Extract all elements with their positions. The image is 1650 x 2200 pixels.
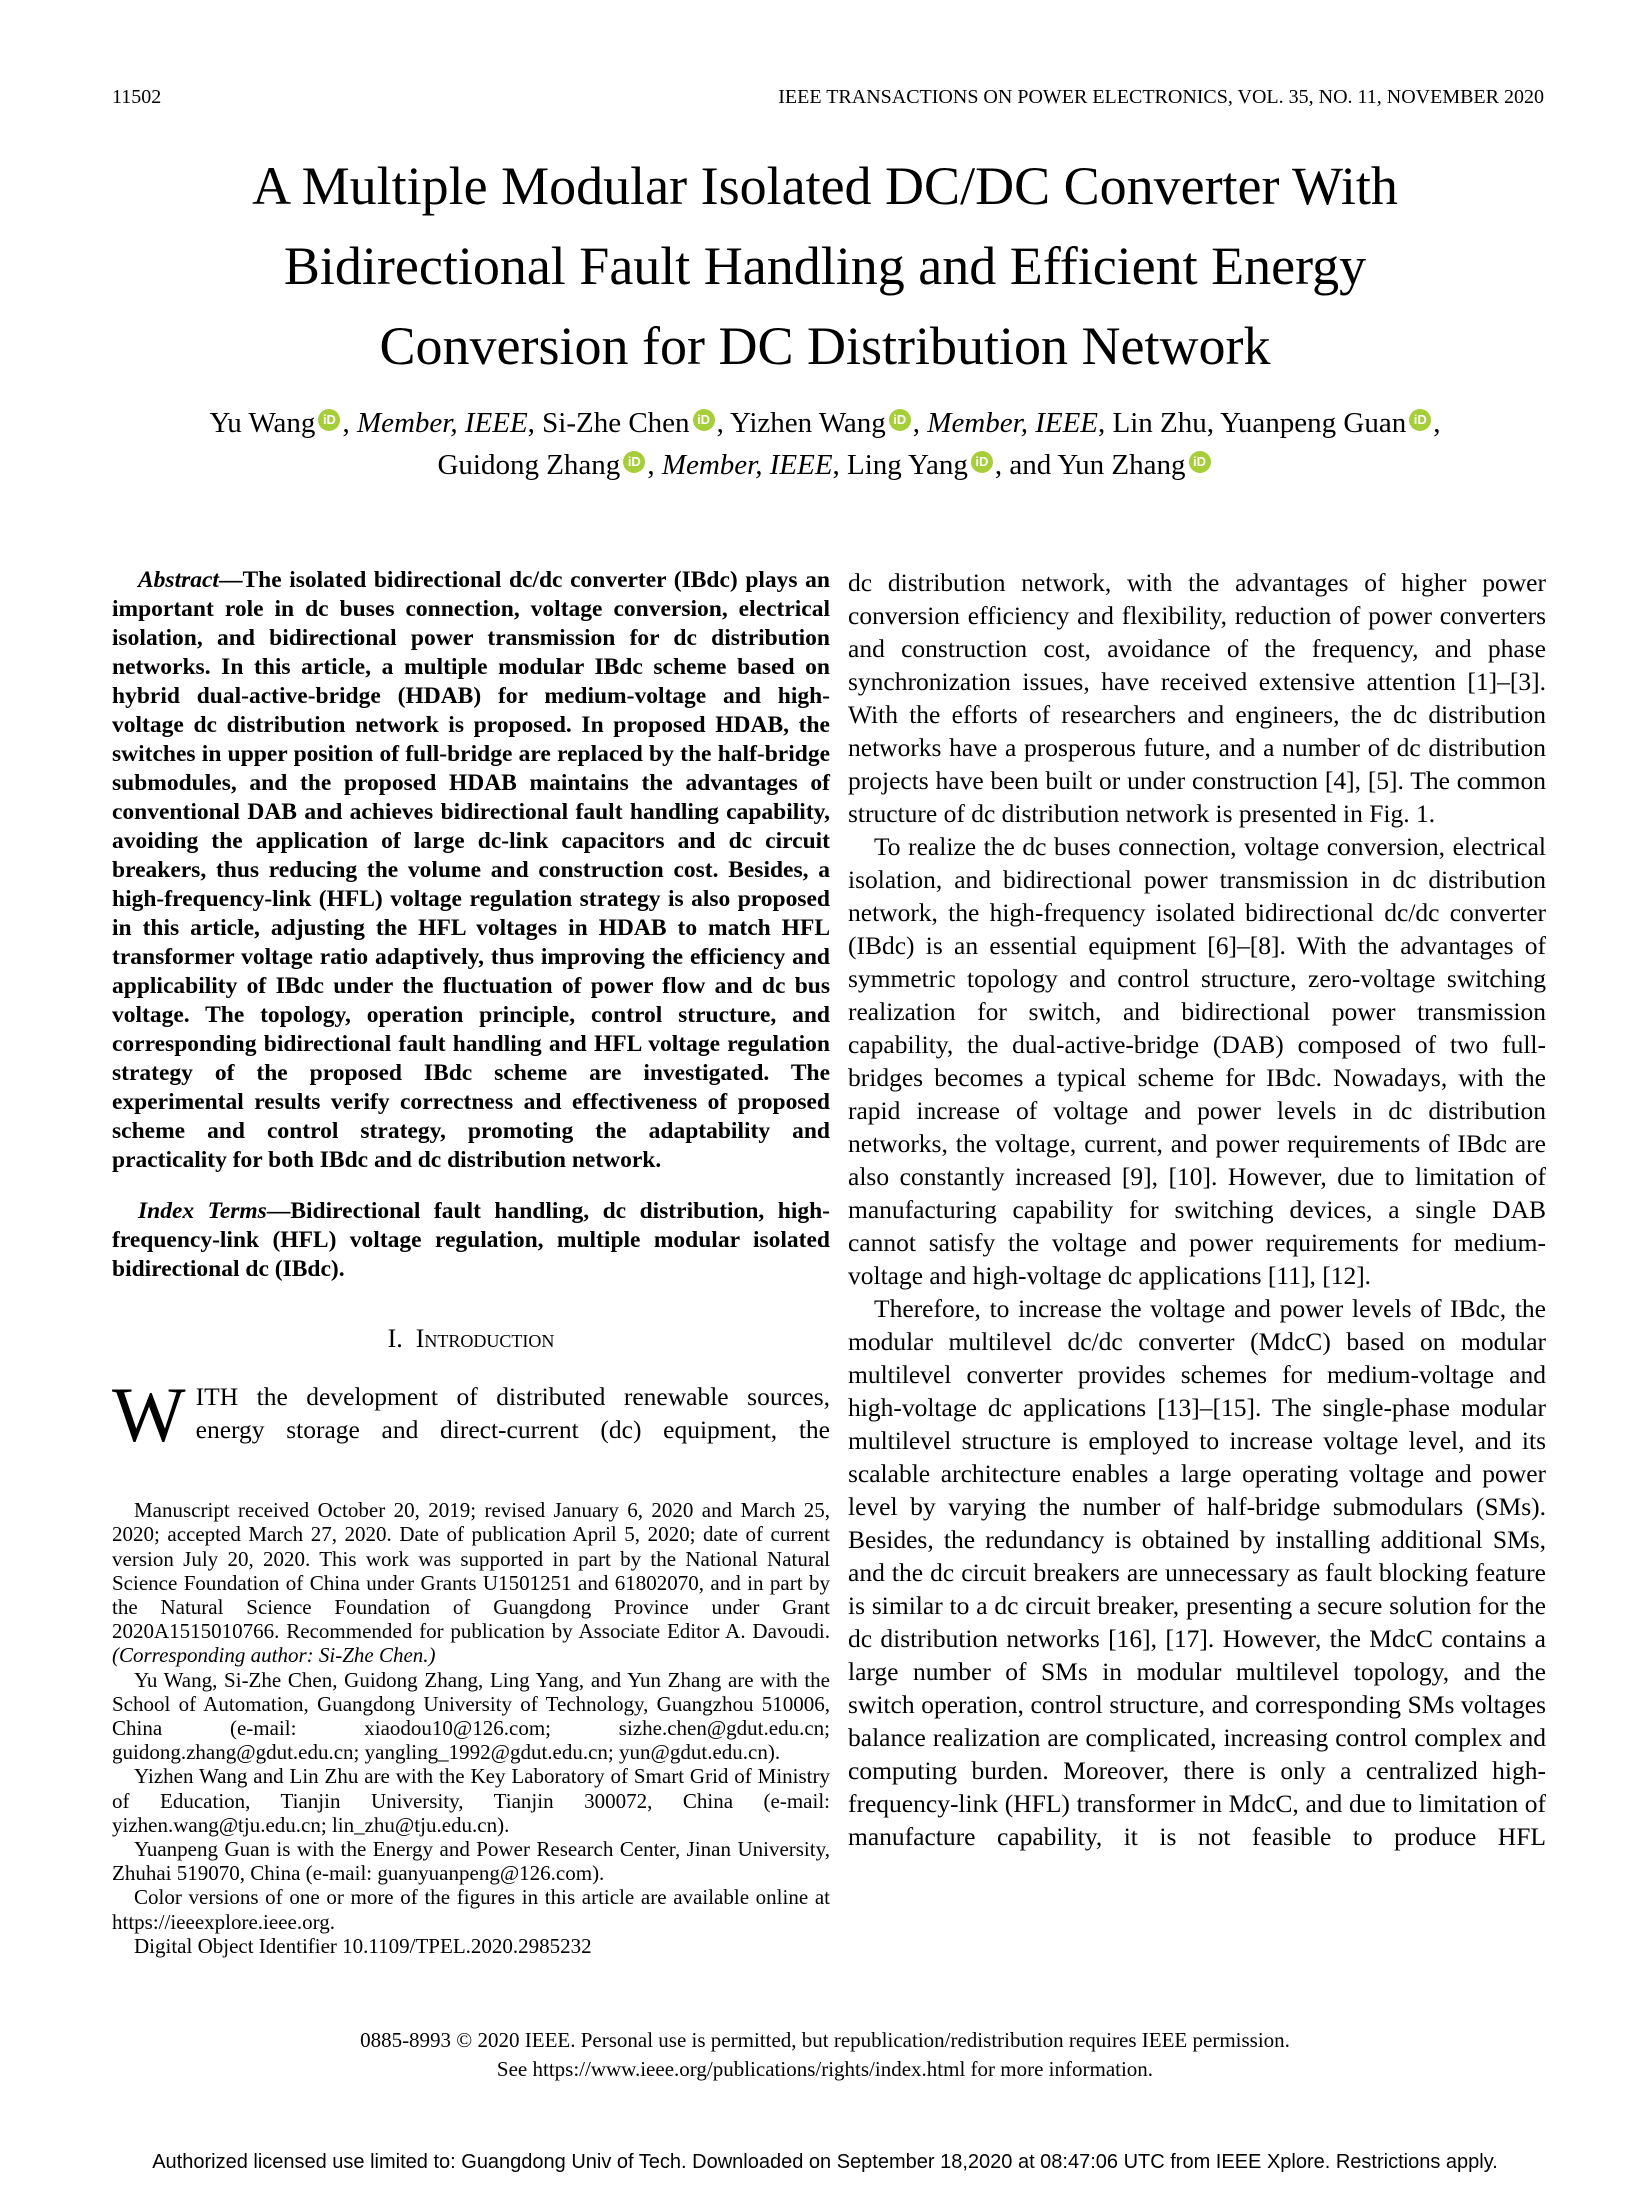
orcid-icon[interactable]: iD — [1409, 409, 1431, 431]
author-membership: Member, IEEE — [356, 407, 528, 439]
orcid-icon[interactable]: iD — [318, 409, 340, 431]
author-name-text: , — [912, 407, 928, 439]
corresponding-author-note: (Corresponding author: Si-Zhe Chen.) — [112, 1643, 436, 1668]
body-paragraph-2: To realize the dc buses connection, voltage conversion, electrical isolation, and bidirectional power transmission in dc distribution network, the high-frequency isolated bidirectional dc/dc converter (IBdc) is an essential equipment [6]–[8]. With the advantages of symmetric topology and control structure, zero-voltage switching realization for switch, and bidirectional power transmission capability, the dual-active-bridge (DAB) composed of two full-bridges becomes a typical scheme for IBdc. Nowadays, with the rapid increase of voltage and power levels in dc distribution networks, the voltage, current, and power requirements of IBdc are also constantly increased [9], [10]. However, due to limitation of manufacturing capability for switching devices, a single DAB cannot satisfy the voltage and power requirements for medium-voltage and high-voltage dc applications [11], [12]. — [848, 832, 1546, 1290]
dropcap-letter: W — [112, 1371, 186, 1458]
index-terms-text: —Bidirectional fault handling, dc distribution, high-frequency-link (HFL) voltage regulation, multiple modular isolated bidirectional dc (IBdc). — [112, 1198, 831, 1282]
journal-header: IEEE TRANSACTIONS ON POWER ELECTRONICS, VOL. 35, NO. 11, NOVEMBER 2020 — [778, 86, 1544, 108]
footnote-color-versions: Color versions of one or more of the figures in this article are available online at https://ieeexplore.ieee.org. — [112, 1885, 830, 1934]
body-paragraph-1: dc distribution network, with the advantages of higher power conversion efficiency and flexibility, reduction of power converters and construction cost, avoidance of the frequency, and phase synchronization issues, have received extensive attention [1]–[3]. With the efforts of researchers and engineers, the dc distribution networks have a prosperous future, and a number of dc distribution projects have been built or under construction [4], [5]. The common structure of dc distribution network is presented in Fig. 1. — [848, 568, 1546, 828]
footnote-affiliation-3: Yuanpeng Guan is with the Energy and Power Research Center, Jinan University, Zhuhai 519070, China (e-mail: guanyuanpeng@126.com). — [112, 1836, 830, 1886]
author-membership: Member, IEEE — [661, 449, 833, 481]
author-name-text: , Ling Yang — [832, 449, 968, 481]
author-name-text: , Yizhen Wang — [716, 407, 886, 439]
author-name-text: , — [342, 407, 357, 439]
paper-title: A Multiple Modular Isolated DC/DC Converter With Bidirectional Fault Handling and Efficient Energy Conversion for DC Distribution Network — [252, 156, 1398, 376]
footnote-doi: Digital Object Identifier 10.1109/TPEL.2020.2985232 — [134, 1933, 592, 1958]
orcid-icon[interactable]: iD — [889, 409, 911, 431]
body-paragraph-3: Therefore, to increase the voltage and power levels of IBdc, the modular multilevel dc/dc converter (MdcC) based on modular multilevel converter provides schemes for medium-voltage and high-voltage dc applications [13]–[15]. The single-phase modular multilevel structure is employed to increase voltage level, and its scalable architecture enables a large operating voltage and power level by varying the number of half-bridge submodulars (SMs). Besides, the redundancy is obtained by installing additional SMs, and the dc circuit breakers are unnecessary as fault blocking feature is similar to a dc circuit breaker, presenting a secure solution for the dc distribution networks [16], [17]. However, the MdcC contains a large number of SMs in modular multilevel topology, and the switch operation, control structure, and corresponding SMs voltages balance realization are complicated, increasing control complex and computing burden. Moreover, there is only a centralized high-frequency-link (HFL) transformer in MdcC, and due to limitation of manufacture capability, it is not feasible to produce HFL — [848, 1294, 1546, 1851]
index-terms-paragraph — [112, 1197, 830, 1284]
footnote-affiliation-2: Yizhen Wang and Lin Zhu are with the Key Laboratory of Smart Grid of Ministry of Education, Tianjin University, Tianjin 300072, China (e-mail: yizhen.wang@tju.edu.cn; lin_zhu@tju.edu.cn). — [112, 1764, 830, 1837]
section-title: Introduction — [415, 1324, 555, 1353]
left-column — [112, 566, 830, 1958]
footnote-manuscript-text: Manuscript received October 20, 2019; revised January 6, 2020 and March 25, 2020; accepted March 27, 2020. Date of publication April 5, 2020; date of current version July 20, 2020. This work was supported in part by the National Natural Science Foundation of China under Grants U1501251 and 61802070, and in part by the Natural Science Foundation of Guangdong Province under Grant 2020A1515010766. Recommended for publication by Associate Editor A. Davoudi. — [112, 1498, 830, 1644]
author-name-text: , — [647, 449, 662, 481]
author-name-text: Guidong Zhang — [437, 449, 621, 481]
index-terms-lead: Index Terms — [138, 1198, 267, 1224]
author-block — [0, 402, 1650, 486]
author-name-text: , Lin Zhu, Yuanpeng Guan — [1098, 407, 1407, 439]
author-name-text: , and Yun Zhang — [994, 449, 1186, 481]
author-line-1 — [0, 402, 1650, 444]
abstract-lead: Abstract — [138, 567, 219, 593]
orcid-icon[interactable]: iD — [693, 409, 715, 431]
author-line-2 — [0, 444, 1650, 486]
section-heading-introduction — [112, 1324, 830, 1354]
xplore-download-stamp: Authorized licensed use limited to: Guangdong Univ of Tech. Downloaded on September 18,2020 at 08:47:06 UTC from IEEE Xplore. Restrictions apply. — [152, 2151, 1498, 2173]
orcid-icon[interactable]: iD — [623, 451, 645, 473]
author-name-text: Yu Wang — [209, 407, 316, 439]
abstract-paragraph — [112, 566, 830, 1175]
running-header — [112, 86, 1544, 108]
body-columns — [112, 566, 1546, 1958]
author-name-text: , Si-Zhe Chen — [527, 407, 690, 439]
intro-paragraph — [112, 1371, 830, 1458]
orcid-icon[interactable]: iD — [1189, 451, 1211, 473]
section-number: I. — [387, 1324, 403, 1353]
copyright-line-1: 0885-8993 © 2020 IEEE. Personal use is permitted, but republication/redistribution requires IEEE permission. — [360, 2028, 1290, 2052]
copyright-block — [0, 2026, 1650, 2084]
orcid-icon[interactable]: iD — [971, 451, 993, 473]
author-name-text: , — [1433, 407, 1441, 439]
page-number: 11502 — [112, 86, 162, 108]
right-column — [848, 566, 1546, 1958]
title-block — [0, 146, 1650, 386]
first-page-footnotes — [112, 1498, 830, 1958]
intro-text: the development of distributed renewable sources, energy storage and direct-current (dc) equipment, the — [195, 1382, 830, 1444]
abstract-text: —The isolated bidirectional dc/dc converter (IBdc) plays an important role in dc buses connection, voltage conversion, electrical isolation, and bidirectional power transmission for dc distribution networks. In this article, a multiple modular IBdc scheme based on hybrid dual-active-bridge (HDAB) for medium-voltage and high-voltage dc distribution network is proposed. In proposed HDAB, the switches in upper position of full-bridge are replaced by the half-bridge submodules, and the proposed HDAB maintains the advantages of conventional DAB and achieves bidirectional fault handling capability, avoiding the application of large dc-link capacitors and dc circuit breakers, thus reducing the volume and construction cost. Besides, a high-frequency-link (HFL) voltage regulation strategy is also proposed in this article, adjusting the HFL voltages in HDAB to match HFL transformer voltage ratio adaptively, thus improving the efficiency and applicability of IBdc under the fluctuation of power flow and dc bus voltage. The topology, operation principle, control structure, and corresponding bidirectional fault handling and HFL voltage regulation strategy of the proposed IBdc scheme are investigated. The experimental results verify correctness and effectiveness of proposed scheme and control strategy, promoting the adaptability and practicality for both IBdc and dc distribution network. — [112, 567, 830, 1173]
author-membership: Member, IEEE — [927, 407, 1098, 439]
intro-caps: ITH — [195, 1382, 239, 1411]
copyright-line-2: See https://www.ieee.org/publications/rights/index.html for more information. — [496, 2057, 1154, 2081]
footnote-affiliation-1: Yu Wang, Si-Zhe Chen, Guidong Zhang, Ling Yang, and Yun Zhang are with the School of Automation, Guangdong University of Technology, Guangzhou 510006, China (e-mail: xiaodou10@126.com; sizhe.chen@gdut.edu.cn; guidong.zhang@gdut.edu.cn; yangling_1992@gdut.edu.cn; yun@gdut.edu.cn). — [112, 1667, 830, 1765]
footnote-manuscript — [112, 1498, 830, 1667]
